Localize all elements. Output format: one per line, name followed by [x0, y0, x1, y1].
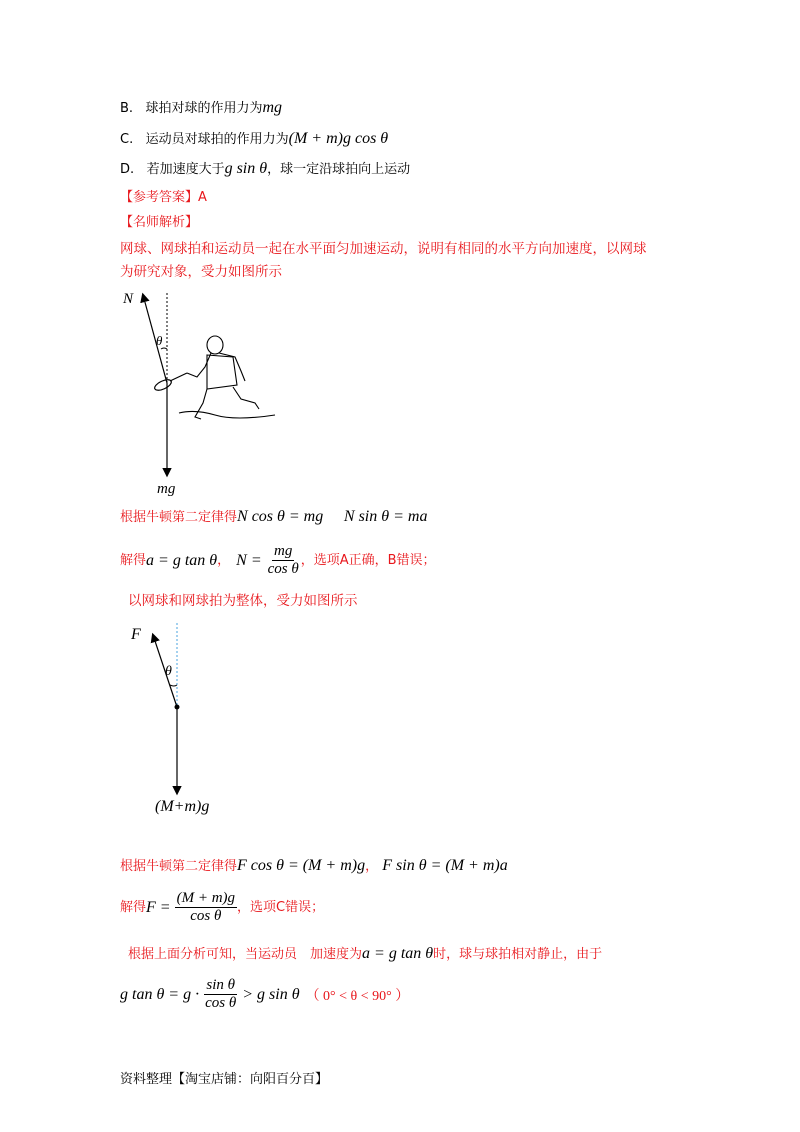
- label-theta-2: θ: [165, 664, 172, 679]
- analysis-para3-math: a = g tan θ: [362, 945, 434, 962]
- option-d: [120, 160, 410, 179]
- solution-2-numerator: (M + m)g: [176, 890, 236, 906]
- label-f: F: [131, 626, 141, 643]
- reference-answer: 【参考答案】A: [120, 190, 207, 205]
- inequality-range: （ 0° < θ < 90° ）: [305, 988, 410, 1004]
- option-c-math: (M + m)g cos θ: [288, 130, 389, 147]
- normal-force-arrow: [143, 295, 167, 383]
- footer-source: 资料整理【淘宝店铺：向阳百分百】: [120, 1072, 329, 1087]
- inequality-numerator: sin θ: [206, 977, 235, 993]
- analysis-para1-line1: 网球、网球拍和运动员一起在水平面匀加速运动，说明有相同的水平方向加速度，以网球: [120, 241, 647, 257]
- analysis-para1-line2: 为研究对象，受力如图所示: [120, 264, 282, 280]
- newton-law-1-text: 根据牛顿第二定律得: [120, 510, 238, 525]
- analysis-para3: [128, 945, 602, 964]
- solution-1-eq-n-left: N =: [236, 551, 262, 569]
- solution-2-denominator: cos θ: [190, 908, 222, 924]
- newton-law-1-eq1: N cos θ = mg: [237, 508, 324, 525]
- player-sketch: [179, 336, 275, 419]
- solution-1-numerator: mg: [274, 543, 293, 559]
- racket-handle: [170, 373, 187, 381]
- analysis-para2: 以网球和网球拍为整体，受力如图所示: [128, 593, 358, 609]
- force-diagram-ball: [115, 285, 285, 500]
- solution-1-fraction: [266, 543, 301, 578]
- newton-law-1: [120, 508, 427, 527]
- solution-2-text: 解得: [120, 899, 147, 915]
- analysis-header: 【名师解析】: [120, 215, 199, 230]
- option-b-math: mg: [262, 99, 283, 116]
- option-d-math: g sin θ: [224, 160, 268, 177]
- solution-1-eq-a: a = g tan θ: [146, 551, 218, 569]
- inequality-right: > g sin θ: [242, 985, 300, 1003]
- label-n: N: [123, 291, 134, 307]
- solution-1-text: 解得: [120, 552, 147, 568]
- newton-law-2-eq2: F sin θ = (M + m)a: [382, 857, 508, 874]
- option-c: [120, 130, 388, 149]
- newton-law-2: [120, 857, 508, 876]
- solution-1-conclusion: ，选项A正确，B错误；: [300, 552, 436, 568]
- system-point: [175, 705, 180, 710]
- analysis-para3-after: 时，球与球拍相对静止，由于: [433, 947, 603, 962]
- option-b-label: B.: [120, 101, 134, 116]
- racket-head: [153, 378, 173, 393]
- inequality-fraction: [203, 977, 238, 1012]
- label-theta-1: θ: [156, 333, 163, 348]
- option-b-text: 球拍对球的作用力为: [145, 101, 263, 116]
- solution-1-separator: ，: [217, 552, 231, 568]
- force-diagram-system: [125, 615, 265, 820]
- analysis-para3-before: 根据上面分析可知，当运动员 加速度为: [128, 947, 363, 962]
- inequality-denominator: cos θ: [205, 995, 237, 1011]
- inequality: [120, 977, 409, 1012]
- option-d-text-after: ，球一定沿球拍向上运动: [267, 162, 411, 177]
- angle-arc: [161, 348, 167, 349]
- solution-2-conclusion: ，选项C错误；: [237, 899, 325, 915]
- label-total-weight: (M+m)g: [155, 798, 210, 815]
- solution-2: [120, 890, 324, 925]
- option-c-text: 运动员对球拍的作用力为: [145, 132, 289, 147]
- option-d-text-before: 若加速度大于: [146, 162, 225, 177]
- option-d-label: D.: [120, 162, 135, 177]
- angle-arc-2: [170, 685, 177, 686]
- option-c-label: C.: [120, 132, 134, 147]
- inequality-left: g tan θ = g ·: [120, 985, 200, 1003]
- solution-1-denominator: cos θ: [267, 561, 299, 577]
- label-mg: mg: [157, 481, 176, 497]
- solution-1: [120, 543, 436, 578]
- newton-law-2-eq1: F cos θ = (M + m)g: [237, 857, 366, 874]
- newton-law-2-text: 根据牛顿第二定律得: [120, 859, 238, 874]
- newton-law-2-separator: ，: [365, 859, 379, 874]
- option-b: [120, 99, 282, 118]
- solution-2-eq-f-left: F =: [146, 898, 171, 916]
- newton-law-1-eq2: N sin θ = ma: [343, 508, 428, 525]
- solution-2-fraction: [175, 890, 237, 925]
